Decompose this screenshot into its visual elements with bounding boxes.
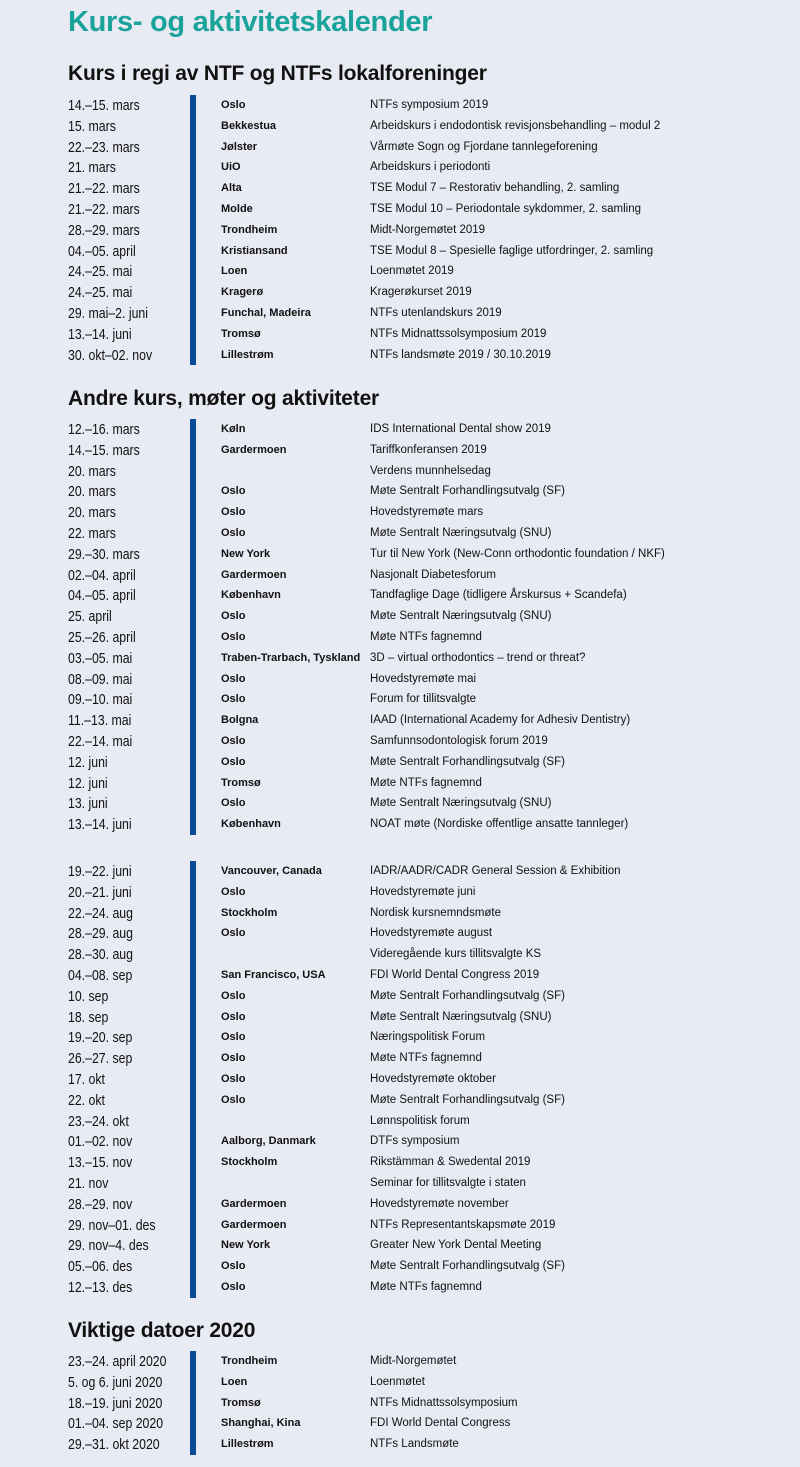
event-title: Næringspolitisk Forum: [370, 1031, 486, 1044]
event-title: Kragerøkurset 2019: [370, 286, 472, 299]
event-place: Oslo: [221, 927, 246, 940]
event-date: 28.–29. nov: [68, 1195, 133, 1213]
list-item: [0, 1152, 800, 1173]
event-title: Greater New York Dental Meeting: [370, 1239, 542, 1252]
event-title: Seminar for tillitsvalgte i staten: [370, 1177, 526, 1189]
list-item: [0, 1173, 800, 1194]
event-date: 21. mars: [68, 159, 116, 177]
event-date: 24.–25. mai: [68, 284, 133, 302]
event-place: Oslo: [221, 506, 246, 519]
event-date: 30. okt–02. nov: [68, 346, 153, 364]
event-place: Oslo: [221, 99, 246, 111]
event-date: 5. og 6. juni 2020: [68, 1373, 163, 1391]
event-title: Møte Sentralt Næringsutvalg (SNU): [370, 610, 552, 623]
list-item: [0, 241, 800, 262]
event-date: 22.–24. aug: [68, 904, 133, 922]
event-place: Stockholm: [221, 1156, 278, 1169]
event-title: 3D – virtual orthodontics – trend or threat?: [370, 651, 586, 664]
event-title: Møte Sentralt Næringsutvalg (SNU): [370, 527, 552, 539]
event-title: NTFs symposium 2019: [370, 99, 489, 111]
event-date: 05.–06. des: [68, 1258, 133, 1276]
list-item: [0, 220, 800, 241]
event-title: DTFs symposium: [370, 1135, 460, 1148]
list-item: [0, 178, 800, 199]
list-item: [0, 502, 800, 523]
event-place: Gardermoen: [221, 568, 287, 581]
event-place: New York: [221, 1239, 271, 1252]
list-item: [0, 303, 800, 324]
section-title: Viktige datoer 2020: [68, 1319, 256, 1342]
list-item: [0, 1372, 800, 1393]
event-date: 13.–15. nov: [68, 1154, 133, 1172]
list-item: [0, 324, 800, 345]
list-item: [0, 461, 800, 482]
event-title: Arbeidskurs i endodontisk revisjonsbehandling – modul 2: [370, 119, 661, 132]
event-date: 14.–15. mars: [68, 97, 140, 114]
event-date: 23.–24. april 2020: [68, 1353, 167, 1370]
list-item: [0, 1235, 800, 1256]
event-title: Nordisk kursnemndsmøte: [370, 906, 502, 919]
event-title: Nasjonalt Diabetesforum: [370, 568, 496, 581]
event-date: 18. sep: [68, 1008, 109, 1026]
event-title: TSE Modul 10 – Periodontale sykdommer, 2. samling: [370, 203, 642, 215]
event-date: 29.–31. okt 2020: [68, 1436, 160, 1454]
list-item: [0, 1277, 800, 1298]
event-date: 29.–30. mars: [68, 545, 140, 563]
list-item: [0, 731, 800, 752]
event-date: 25. april: [68, 608, 112, 626]
event-title: IADR/AADR/CADR General Session & Exhibition: [370, 865, 621, 877]
event-title: Forum for tillitsvalgte: [370, 693, 477, 706]
event-place: Tromsø: [221, 1396, 261, 1409]
event-date: 25.–26. april: [68, 629, 136, 646]
event-place: Kristiansand: [221, 244, 288, 257]
event-title: NOAT møte (Nordiske offentlige ansatte tannleger): [370, 818, 629, 831]
list-item: [0, 1027, 800, 1048]
event-date: 13.–14. juni: [68, 816, 132, 834]
event-date: 04.–08. sep: [68, 967, 133, 984]
list-item: [0, 861, 800, 882]
list-item: [0, 1194, 800, 1215]
event-place: Bolgna: [221, 714, 259, 727]
list-item: [0, 1048, 800, 1069]
event-place: Gardermoen: [221, 1197, 287, 1210]
list-item: [0, 965, 800, 986]
event-date: 26.–27. sep: [68, 1050, 133, 1068]
event-place: Oslo: [221, 527, 246, 539]
event-place: Trondheim: [221, 223, 278, 236]
event-place: Oslo: [221, 672, 246, 685]
event-place: Oslo: [221, 1093, 246, 1106]
event-title: NTFs Landsmøte: [370, 1438, 459, 1451]
event-date: 23.–24. okt: [68, 1112, 129, 1130]
list-item: [0, 116, 800, 137]
event-place: Oslo: [221, 885, 246, 898]
event-date: 28.–29. aug: [68, 925, 133, 943]
event-date: 11.–13. mai: [68, 712, 132, 730]
list-item: [0, 523, 800, 544]
event-title: Videregående kurs tillitsvalgte KS: [370, 948, 542, 961]
list-item: [0, 606, 800, 627]
event-title: Møte NTFs fagnemnd: [370, 631, 482, 643]
event-date: 13.–14. juni: [68, 325, 132, 343]
event-date: 28.–30. aug: [68, 946, 133, 964]
event-title: Rikstämman & Swedental 2019: [370, 1156, 531, 1169]
event-title: Samfunnsodontologisk forum 2019: [370, 735, 548, 747]
event-title: Møte Sentralt Forhandlingsutvalg (SF): [370, 1260, 565, 1273]
list-item: [0, 1111, 800, 1132]
event-date: 15. mars: [68, 117, 116, 135]
event-place: Stockholm: [221, 906, 278, 919]
event-place: Oslo: [221, 610, 246, 623]
event-date: 20. mars: [68, 462, 116, 480]
event-date: 21. nov: [68, 1175, 109, 1192]
event-place: Tromsø: [221, 776, 261, 789]
event-title: Loenmøtet 2019: [370, 265, 454, 278]
event-place: Oslo: [221, 989, 246, 1002]
list-item: [0, 689, 800, 710]
event-date: 03.–05. mai: [68, 649, 133, 667]
event-date: 22. okt: [68, 1091, 105, 1109]
event-date: 20. mars: [68, 504, 116, 522]
event-title: Hovedstyremøte mai: [370, 672, 477, 685]
event-title: NTFs landsmøte 2019 / 30.10.2019: [370, 348, 551, 361]
event-date: 21.–22. mars: [68, 180, 140, 198]
list-item: [0, 669, 800, 690]
event-title: NTFs Midnattssolsymposium: [370, 1396, 518, 1409]
event-place: Oslo: [221, 755, 246, 768]
event-place: Tromsø: [221, 327, 261, 340]
event-date: 10. sep: [68, 987, 109, 1005]
list-item: [0, 440, 800, 461]
list-item: [0, 1131, 800, 1152]
event-date: 09.–10. mai: [68, 691, 133, 709]
event-place: Gardermoen: [221, 443, 287, 456]
event-title: Møte Sentralt Forhandlingsutvalg (SF): [370, 989, 565, 1002]
page-title: Kurs- og aktivitetskalender: [68, 6, 433, 38]
event-date: 12. juni: [68, 753, 108, 771]
event-title: IAAD (International Academy for Adhesiv Dentistry): [370, 714, 631, 727]
event-place: San Francisco, USA: [221, 969, 326, 981]
list-item: [0, 627, 800, 648]
event-title: Hovedstyremøte mars: [370, 506, 484, 519]
event-title: NTFs Representantskapsmøte 2019: [370, 1218, 556, 1231]
list-item: [0, 345, 800, 366]
list-item: [0, 773, 800, 794]
list-item: [0, 481, 800, 502]
event-date: 14.–15. mars: [68, 441, 140, 459]
list-item: [0, 95, 800, 116]
list-item: [0, 1256, 800, 1277]
event-title: Møte Sentralt Forhandlingsutvalg (SF): [370, 1093, 565, 1106]
list-item: [0, 137, 800, 158]
event-place: Bekkestua: [221, 119, 277, 132]
event-place: Kragerø: [221, 286, 264, 299]
event-place: Vancouver, Canada: [221, 865, 322, 877]
event-date: 18.–19. juni 2020: [68, 1394, 163, 1412]
event-place: Trondheim: [221, 1355, 278, 1367]
event-date: 20. mars: [68, 483, 116, 501]
event-title: Møte Sentralt Næringsutvalg (SNU): [370, 797, 552, 810]
event-date: 19.–20. sep: [68, 1029, 133, 1047]
list-item: [0, 1069, 800, 1090]
event-date: 28.–29. mars: [68, 221, 140, 239]
event-date: 12. juni: [68, 774, 108, 792]
list-item: [0, 282, 800, 303]
event-date: 04.–05. april: [68, 587, 136, 605]
event-place: New York: [221, 547, 271, 560]
list-item: [0, 1434, 800, 1455]
event-date: 01.–04. sep 2020: [68, 1415, 164, 1433]
list-item: [0, 710, 800, 731]
event-date: 19.–22. juni: [68, 863, 132, 880]
event-title: Hovedstyremøte oktober: [370, 1073, 496, 1085]
list-item: [0, 814, 800, 835]
list-item: [0, 1351, 800, 1372]
event-place: Oslo: [221, 1031, 246, 1044]
list-item: [0, 986, 800, 1007]
event-title: Møte NTFs fagnemnd: [370, 776, 482, 789]
event-place: Lillestrøm: [221, 348, 274, 361]
event-date: 22. mars: [68, 525, 116, 542]
event-place: Oslo: [221, 1052, 246, 1065]
event-title: Verdens munnhelsedag: [370, 464, 491, 477]
list-item: [0, 544, 800, 565]
event-title: Møte Sentralt Næringsutvalg (SNU): [370, 1010, 552, 1023]
event-place: Molde: [221, 203, 253, 215]
event-title: IDS International Dental show 2019: [370, 423, 551, 435]
event-date: 29. nov–01. des: [68, 1216, 156, 1234]
event-date: 22.–14. mai: [68, 733, 133, 750]
event-title: Møte Sentralt Forhandlingsutvalg (SF): [370, 755, 565, 768]
event-title: Vårmøte Sogn og Fjordane tannlegeforening: [370, 140, 598, 153]
event-place: København: [221, 589, 281, 602]
event-title: Arbeidskurs i periodonti: [370, 161, 491, 174]
list-item: [0, 793, 800, 814]
list-item: [0, 1393, 800, 1414]
list-item: [0, 1413, 800, 1434]
event-place: Oslo: [221, 693, 246, 706]
event-title: FDI World Dental Congress 2019: [370, 969, 540, 981]
event-title: Loenmøtet: [370, 1375, 425, 1388]
event-place: Funchal, Madeira: [221, 307, 311, 319]
event-place: Alta: [221, 182, 242, 195]
event-place: Oslo: [221, 735, 246, 747]
list-item: [0, 199, 800, 220]
list-item: [0, 1215, 800, 1236]
event-place: Oslo: [221, 1281, 246, 1293]
event-date: 08.–09. mai: [68, 670, 133, 688]
event-title: Hovedstyremøte juni: [370, 885, 476, 898]
list-item: [0, 882, 800, 903]
list-item: [0, 752, 800, 773]
list-item: [0, 1090, 800, 1111]
event-title: NTFs utenlandskurs 2019: [370, 307, 502, 319]
list-item: [0, 565, 800, 586]
list-item: [0, 157, 800, 178]
event-place: Shanghai, Kina: [221, 1417, 301, 1430]
event-place: Køln: [221, 423, 246, 435]
event-place: Oslo: [221, 485, 246, 498]
event-date: 29. nov–4. des: [68, 1237, 149, 1255]
section-title: Andre kurs, møter og aktiviteter: [68, 387, 380, 410]
event-place: Oslo: [221, 631, 246, 643]
list-item: [0, 648, 800, 669]
event-place: Loen: [221, 1375, 248, 1388]
event-date: 01.–02. nov: [68, 1133, 133, 1151]
event-place: København: [221, 818, 281, 831]
event-title: Hovedstyremøte november: [370, 1197, 509, 1210]
list-item: [0, 585, 800, 606]
event-date: 29. mai–2. juni: [68, 305, 149, 322]
event-place: Oslo: [221, 797, 246, 810]
event-place: Oslo: [221, 1010, 246, 1023]
list-item: [0, 261, 800, 282]
event-title: Tariffkonferansen 2019: [370, 443, 487, 456]
event-place: UiO: [221, 161, 241, 174]
event-date: 17. okt: [68, 1071, 105, 1088]
event-title: Lønnspolitisk forum: [370, 1114, 470, 1127]
event-title: Møte Sentralt Forhandlingsutvalg (SF): [370, 485, 565, 498]
list-item: [0, 903, 800, 924]
event-date: 20.–21. juni: [68, 883, 132, 901]
event-title: Møte NTFs fagnemnd: [370, 1281, 482, 1293]
event-title: Midt-Norgemøtet: [370, 1355, 457, 1367]
section-title: Kurs i regi av NTF og NTFs lokalforeninger: [68, 62, 487, 85]
event-date: 24.–25. mai: [68, 263, 133, 281]
list-item: [0, 944, 800, 965]
event-title: NTFs Midnattssolsymposium 2019: [370, 327, 547, 340]
event-place: Traben-Trarbach, Tyskland: [221, 651, 361, 664]
event-title: TSE Modul 7 – Restorativ behandling, 2. samling: [370, 182, 620, 195]
event-date: 21.–22. mars: [68, 201, 140, 218]
event-date: 22.–23. mars: [68, 138, 140, 156]
event-title: Møte NTFs fagnemnd: [370, 1052, 482, 1065]
list-item: [0, 923, 800, 944]
list-item: [0, 1007, 800, 1028]
event-date: 12.–13. des: [68, 1279, 133, 1296]
event-place: Oslo: [221, 1073, 246, 1085]
event-title: TSE Modul 8 – Spesielle faglige utfordringer, 2. samling: [370, 244, 654, 257]
event-title: FDI World Dental Congress: [370, 1417, 511, 1430]
event-place: Aalborg, Danmark: [221, 1135, 316, 1148]
event-date: 04.–05. april: [68, 242, 136, 260]
event-place: Lillestrøm: [221, 1438, 274, 1451]
event-place: Jølster: [221, 140, 258, 153]
event-title: Midt-Norgemøtet 2019: [370, 223, 486, 236]
event-place: Gardermoen: [221, 1218, 287, 1231]
event-title: Tandfaglige Dage (tidligere Årskursus + Scandefa): [370, 589, 627, 602]
event-date: 12.–16. mars: [68, 421, 140, 438]
event-title: Hovedstyremøte august: [370, 927, 493, 940]
event-place: Oslo: [221, 1260, 246, 1273]
event-place: Loen: [221, 265, 248, 278]
event-title: Tur til New York (New-Conn orthodontic foundation / NKF): [370, 547, 665, 560]
event-date: 13. juni: [68, 795, 108, 813]
event-date: 02.–04. april: [68, 566, 136, 584]
list-item: [0, 419, 800, 440]
